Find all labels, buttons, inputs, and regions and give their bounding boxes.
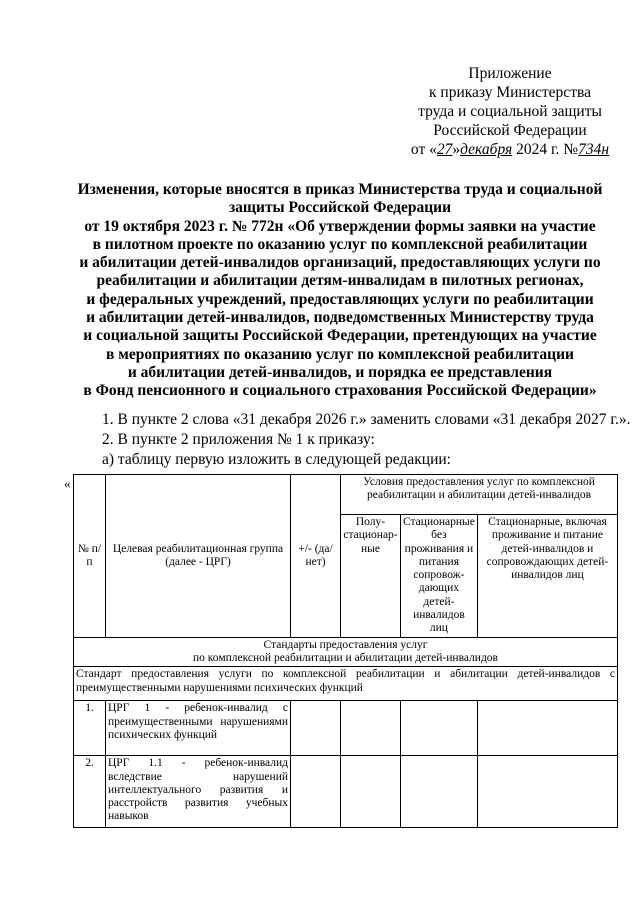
header-group: Целевая реабилитационная группа (далее - ЦРГ) <box>106 475 291 638</box>
cell <box>341 701 401 756</box>
standards-line: по комплексной реабилитации и абилитации детей-инвалидов <box>193 651 498 664</box>
order-date <box>390 140 630 159</box>
header-plus-minus: +/- (да/нет) <box>291 475 341 638</box>
document-title <box>60 181 620 401</box>
row-group: ЦРГ 1 - ребенок-инвалид с преимущественными нарушениями психических функций <box>106 701 291 756</box>
row-num: 2. <box>74 756 106 828</box>
header-stationary-no-lodging: Стационарные без проживания и питания сопровож-дающих детей-инвалидов лиц <box>401 515 478 638</box>
header-num: № п/п <box>74 475 106 638</box>
row-num: 1. <box>74 701 106 756</box>
title-line: и абилитации детей-инвалидов, и порядка ее представления <box>127 363 553 381</box>
title-line: защиты Российской Федерации <box>228 199 452 217</box>
date-year: 2024 г. № <box>516 141 579 158</box>
standard-row: Стандарт предоставления услуги по комплексной реабилитации и абилитации детей-инвалидов с преимущественными нарушениями психических функций <box>74 667 618 701</box>
paragraph: а) таблицу первую изложить в следующей редакции: <box>102 451 451 468</box>
title-line: и социальной защиты Российской Федерации, претендующих на участие <box>83 327 597 345</box>
open-quote: « <box>64 476 71 491</box>
handwritten-number: 734н <box>578 141 610 158</box>
appendix-line: труда и социальной защиты <box>418 103 602 120</box>
title-line: в мероприятиях по оказанию услуг по комплексной реабилитации <box>106 345 574 363</box>
paragraph: 1. В пункте 2 слова «31 декабря 2026 г.» заменить словами «31 декабря 2027 г.». <box>102 411 631 428</box>
cell <box>401 756 478 828</box>
row-group: ЦРГ 1.1 - ребенок-инвалид вследствие нарушений интеллектуального развития и расстройств развития учебных навыков <box>106 756 291 828</box>
appendix-line: Российской Федерации <box>433 122 587 139</box>
date-prefix: от « <box>410 141 437 158</box>
title-line: в пилотном проекте по оказанию услуг по комплексной реабилитации <box>92 235 588 253</box>
cell <box>401 701 478 756</box>
header-conditions: Условия предоставления услуг по комплексной реабилитации и абилитации детей-инвалидов <box>341 475 618 515</box>
cell <box>341 756 401 828</box>
handwritten-month: декабря <box>460 141 513 158</box>
cell <box>291 701 341 756</box>
title-line: Изменения, которые вносятся в приказ Министерства труда и социальной <box>77 181 603 198</box>
appendix-line: Приложение <box>468 65 552 82</box>
date-mid: » <box>452 141 461 158</box>
title-line: и абилитации детей-инвалидов, подведомственных Министерству труда <box>86 309 594 327</box>
paragraph: 2. В пункте 2 приложения № 1 к приказу: <box>102 431 375 448</box>
cell <box>291 756 341 828</box>
rehab-table <box>73 474 618 828</box>
cell <box>477 701 617 756</box>
title-line: в Фонд пенсионного и социального страхования Российской Федерации» <box>83 382 597 400</box>
title-line: и федеральных учреждений, предоставляющих услуги по реабилитации <box>86 290 594 308</box>
standards-row <box>74 637 618 667</box>
appendix-line: к приказу Министерства <box>429 84 591 101</box>
title-line: от 19 октября 2023 г. № 772н «Об утверждении формы заявки на участие <box>84 217 596 235</box>
header-semi-stationary: Полу-стационар-ные <box>341 515 401 638</box>
cell <box>477 756 617 828</box>
table-row <box>74 756 618 828</box>
appendix-header <box>390 64 630 159</box>
table-row <box>74 701 618 756</box>
header-stationary-lodging: Стационарные, включая проживание и питание детей-инвалидов и сопровождающих детей-инвалидов лиц <box>477 515 617 638</box>
title-line: реабилитации и абилитации детям-инвалидам в пилотных регионах, <box>96 272 584 290</box>
handwritten-day: 27 <box>436 141 453 158</box>
title-line: и абилитации детей-инвалидов организаций, предоставляющих услуги по <box>79 254 601 272</box>
standards-line: Стандарты предоставления услуг <box>263 638 428 651</box>
